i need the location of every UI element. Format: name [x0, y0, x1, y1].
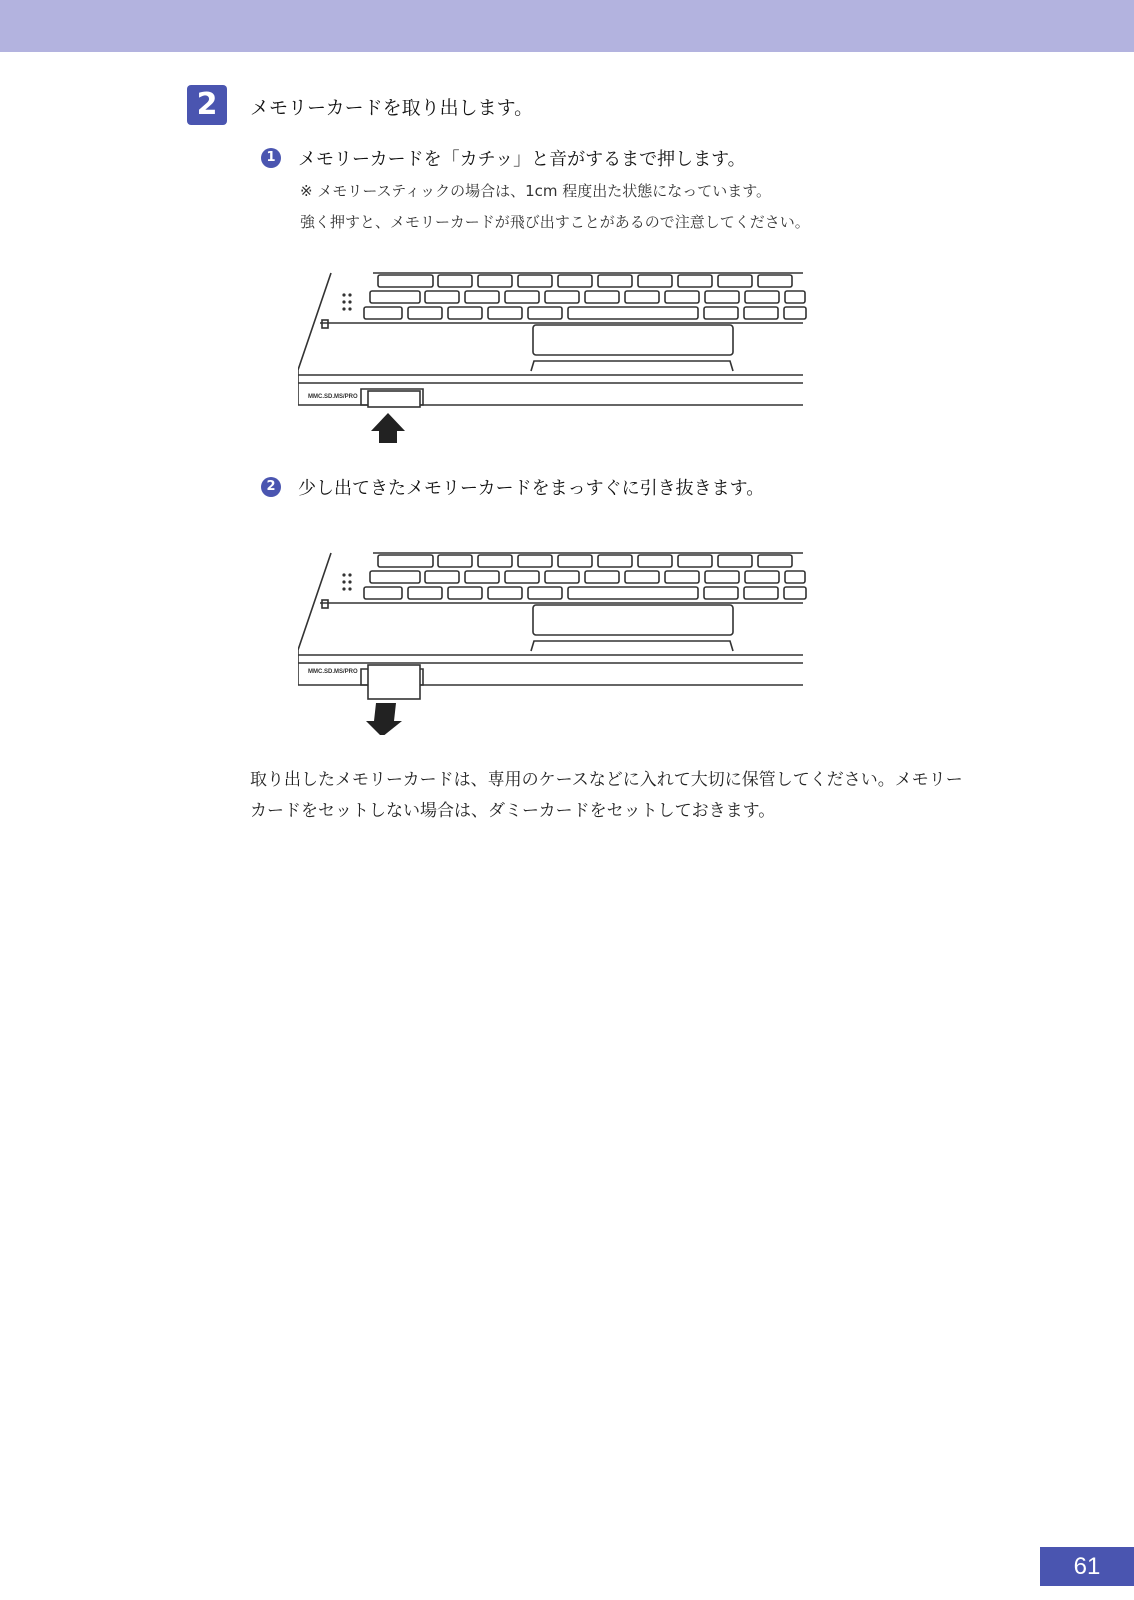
page-number: 61: [1040, 1547, 1134, 1586]
step-title: メモリーカードを取り出します。: [250, 97, 534, 119]
header-bar: [0, 0, 1134, 52]
arrow-up-icon: [371, 413, 405, 443]
body-paragraph-line: カードをセットしない場合は、ダミーカードをセットしておきます。: [250, 801, 776, 821]
slot-label: MMC.SD.MS/PRO: [308, 669, 358, 675]
substep-text: 少し出てきたメモリーカードをまっすぐに引き抜きます。: [298, 478, 765, 499]
body-paragraph-line: 取り出したメモリーカードは、専用のケースなどに入れて大切に保管してください。メモリー: [250, 770, 963, 790]
note-line: 強く押すと、メモリーカードが飛び出すことがあるので注意してください。: [300, 213, 810, 231]
laptop-card-pull-illustration: [298, 545, 818, 735]
substep-number-badge: 2: [261, 477, 281, 497]
substep-text: メモリーカードを「カチッ」と音がするまで押します。: [298, 149, 746, 170]
laptop-card-push-illustration: [298, 265, 818, 455]
arrow-down-icon: [366, 703, 402, 735]
note-line: ※ メモリースティックの場合は、1cm 程度出た状態になっています。: [300, 182, 772, 200]
slot-label: MMC.SD.MS/PRO: [308, 394, 358, 400]
substep-number-badge: 1: [261, 148, 281, 168]
step-number-badge: 2: [187, 85, 227, 125]
